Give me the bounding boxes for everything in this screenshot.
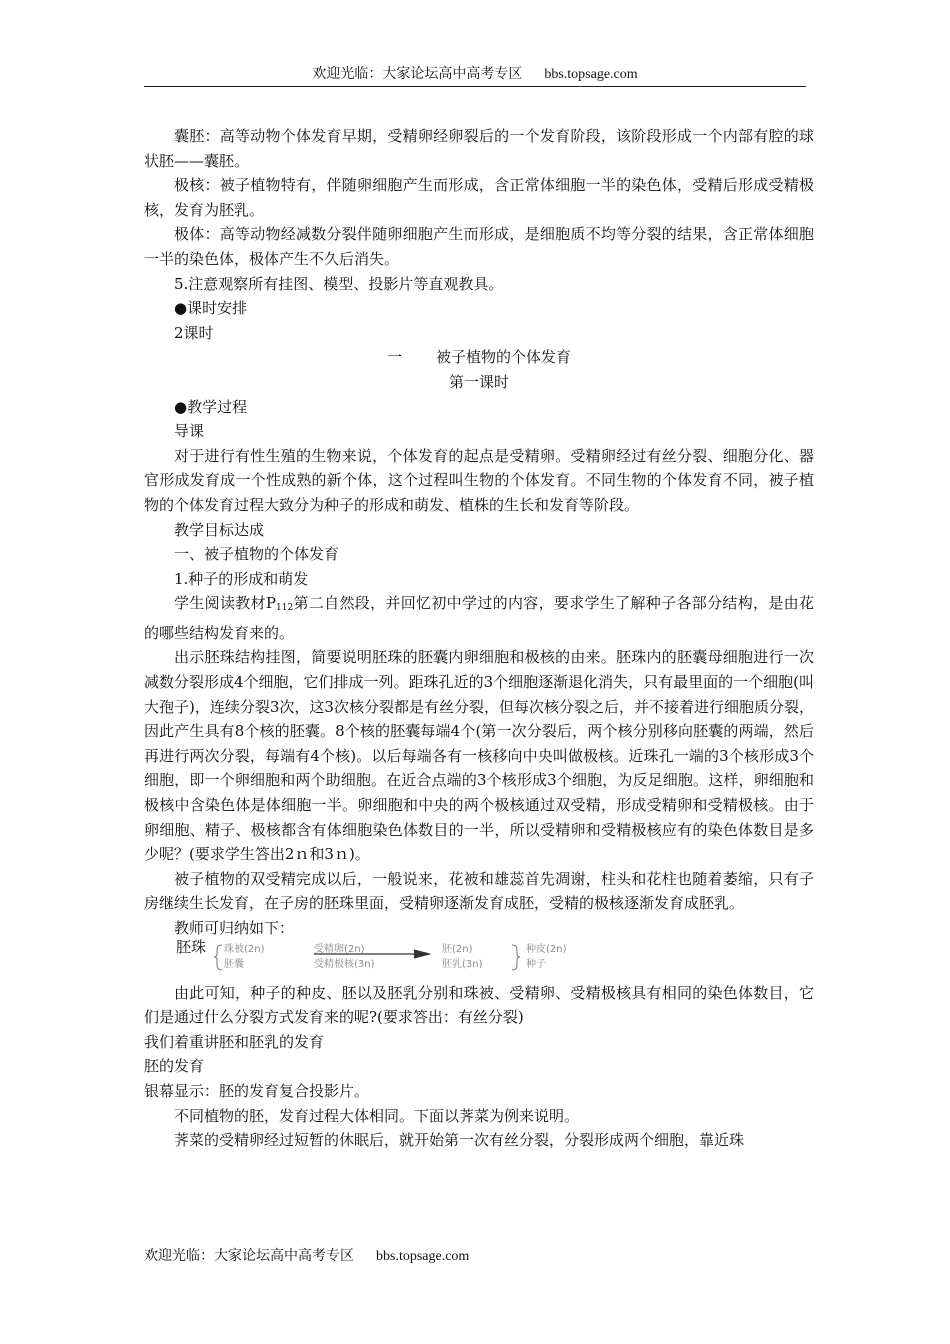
diagram-figure [214, 941, 634, 975]
paragraph-shepherds-purse: 荠菜的受精卵经过短暂的休眠后，就开始第一次有丝分裂，分裂形成两个细胞，靠近珠 [174, 1131, 745, 1150]
paragraph-teaching-aids: 5.注意观察所有挂图、模型、投影片等直观教具。 [174, 274, 504, 293]
paragraph-different-plants: 不同植物的胚，发育过程大体相同。下面以荠菜为例来说明。 [174, 1106, 580, 1125]
heading-process: ●教学过程 [174, 397, 248, 416]
diagram-endosperm: 胚乳(3n) [442, 958, 483, 970]
paragraph-blastula: 囊胚：高等动物个体发育早期，受精卵经卵裂后的一个发育阶段，该阶段形成一个内部有腔的球状胚——囊胚。 [144, 127, 814, 170]
diagram-left-brace [214, 945, 222, 970]
ovule-development-diagram [144, 937, 814, 981]
section-title-text: 被子植物的个体发育 [436, 348, 572, 367]
heading-schedule: ●课时安排 [174, 299, 248, 318]
diagram-right-brace [512, 945, 520, 970]
heading-embryo-development: 胚的发育 [144, 1057, 205, 1076]
diagram-embryo-sac: 胚囊 [224, 958, 244, 970]
footer-welcome: 欢迎光临：大家论坛高中高考专区 [144, 1248, 354, 1264]
paragraph-reading: 学生阅读教材$P_{112}$第二自然段，并回忆初中学过的内容，要求学生了解种子各部分结构，是由花的哪些结构发育来的。 [144, 594, 814, 642]
paragraph-summary-intro: 教师可归纳如下： [174, 919, 295, 937]
diagram-embryo: 胚(2n) [442, 943, 473, 955]
diagram-integument: 珠被(2n) [224, 943, 265, 955]
page-number-subscript: 112 [276, 603, 294, 614]
paragraph-polar-body: 极体：高等动物经减数分裂伴随卵细胞产生而形成，是细胞质不均等分裂的结果，含正常体细胞一半的染色体，极体产生不久后消失。 [144, 225, 814, 268]
footer-site-link[interactable]: bbs.topsage.com [376, 1249, 470, 1264]
diagram-root-label: 胚珠 [176, 937, 207, 956]
paragraph-focus: 我们着重讲胚和胚乳的发育 [144, 1032, 325, 1051]
diagram-seed: 种子 [526, 958, 546, 970]
paragraph-conclusion: 由此可知，种子的种皮、胚以及胚乳分别和珠被、受精卵、受精极核具有相同的染色体数目，它们是通过什么分裂方式发育来的呢?(要求答出：有丝分裂) [144, 983, 814, 1027]
paragraph-screen-display: 银幕显示：胚的发育复合投影片。 [144, 1081, 370, 1100]
paragraph-intro: 对于进行有性生殖的生物来说，个体发育的起点是受精卵。受精卵经过有丝分裂、细胞分化、器官形成发育成一个性成熟的新个体，这个过程叫生物的个体发育。不同生物的个体发育不同，被子植物的个体发育过程大致分为种子的形成和萌发、植株的生长和发育等阶段。 [144, 446, 814, 514]
header-site-link[interactable]: bbs.topsage.com [544, 67, 638, 82]
section-title [144, 345, 814, 370]
heading-objectives: 教学目标达成 [174, 520, 265, 539]
header-divider [144, 86, 806, 87]
heading-individual-development: 一、被子植物的个体发育 [174, 545, 340, 564]
paragraph-double-fertilization: 被子植物的双受精完成以后，一般说来，花被和雄蕊首先凋谢，柱头和花柱也随着萎缩，只有子房继续生长发育，在子房的胚珠里面，受精卵逐渐发育成胚，受精的极核逐渐发育成胚乳。 [144, 869, 814, 913]
paragraph-ovule-structure: 出示胚珠结构挂图，简要说明胚珠的胚囊内卵细胞和极核的由来。胚珠内的胚囊母细胞进行一次减数分裂形成4个细胞，它们排成一列。距珠孔近的3个细胞逐渐退化消失，只有最里面的一个细胞(叫大孢子)，连续分裂3次，这3次核分裂都是有丝分裂，但每次核分裂之后，并不接着进行细胞质分裂，因此产生具有8个核的胚囊。8个核的胚囊每端4个(第一次分裂后，两个核分别移向胚囊的两端，然后再进行两次分裂，每端有4个核)。以后每端各有一核移向中央叫做极核。近珠孔一端的3个核形成3个细胞，即一个卵细胞和两个助细胞。在近合点端的3个核形成3个细胞，为反足细胞。这样，卵细胞和极核中含染色体是体细胞一半。卵细胞和中央的两个极核通过双受精，形成受精卵和受精极核。由于卵细胞、精子、极核都含有体细胞染色体数目的一半，所以受精卵和受精极核应有的染色体数目是多少呢？(要求学生答出2ｎ和3ｎ)。 [144, 648, 814, 864]
page-header [144, 65, 806, 84]
section-number: 一 [386, 348, 402, 367]
page-footer [144, 1247, 469, 1266]
header-welcome: 欢迎光临：大家论坛高中高考专区 [312, 66, 523, 82]
diagram-arrow-head [414, 950, 430, 958]
diagram-fertilized-polar: 受精极核(3n) [314, 958, 375, 970]
diagram-seed-coat: 种皮(2n) [526, 943, 567, 955]
document-body [144, 124, 814, 1153]
heading-seed-formation: 1.种子的形成和萌发 [174, 569, 309, 588]
heading-intro: 导课 [174, 422, 205, 441]
diagram-zygote: 受精卵(2n) [314, 943, 365, 955]
paragraph-polar-nucleus: 极核：被子植物特有，伴随卵细胞产生而形成，含正常体细胞一半的染色体，受精后形成受精极核，发育为胚乳。 [144, 176, 814, 219]
lesson-subtitle: 第一课时 [448, 372, 509, 391]
paragraph-hours: 2课时 [174, 323, 214, 342]
